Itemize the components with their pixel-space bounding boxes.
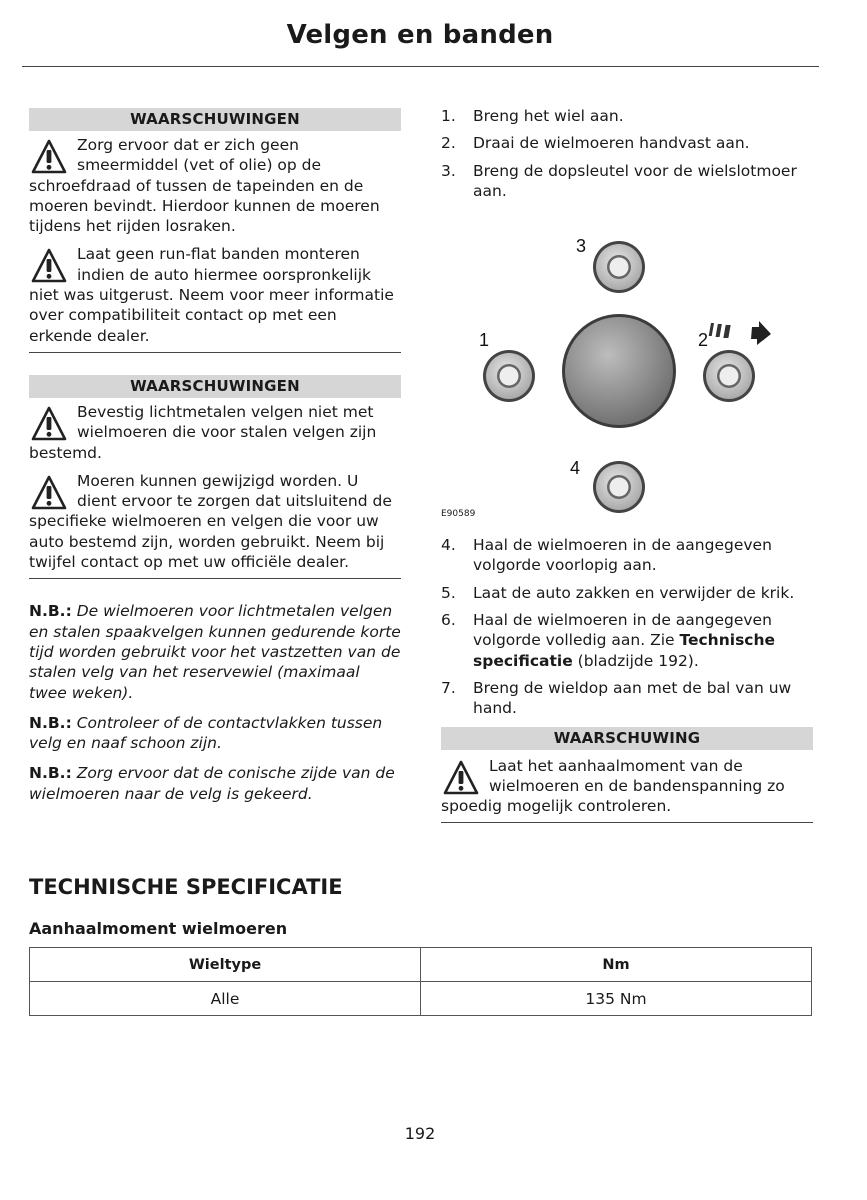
wheel-hub <box>562 314 676 428</box>
warning-item <box>29 402 401 463</box>
note <box>29 763 401 804</box>
warning-heading: WAARSCHUWINGEN <box>29 375 401 398</box>
step-text: Draai de wielmoeren handvast aan. <box>473 134 750 153</box>
list-item <box>441 678 813 719</box>
step-text: Breng de wieldop aan met de bal van uw hand. <box>473 678 792 718</box>
sub-title: Aanhaalmoment wielmoeren <box>29 919 288 938</box>
warning-item <box>29 471 401 572</box>
section-title: TECHNISCHE SPECIFICATIE <box>29 875 343 899</box>
table-header-row <box>30 948 812 982</box>
warning-heading: WAARSCHUWING <box>441 727 813 750</box>
table-cell: 135 Nm <box>421 982 812 1016</box>
step-text: Breng de dopsleutel voor de wielslotmoer aan. <box>473 161 797 200</box>
step-text: Laat de auto zakken en verwijder de krik. <box>473 583 795 602</box>
step-number: 3. <box>441 161 456 180</box>
warning-heading: WAARSCHUWINGEN <box>29 108 401 131</box>
note-text: Zorg ervoor dat de conische zijde van de wielmoeren naar de velg is gekeerd. <box>29 764 395 803</box>
wheel-nut <box>593 241 645 293</box>
warning-text: Moeren kunnen gewijzigd worden. U dient ervoor te zorgen dat uitsluitend de specifieke wielmoeren en velgen die voor uw auto bestemd zijn, worden gebruikt. Neem bij twijfel contact op met uw officiële dealer. <box>29 471 392 572</box>
title-divider <box>22 66 819 67</box>
wheel-diagram <box>441 221 813 521</box>
warning-text: Laat het aanhaalmoment van de wielmoeren en de bandenspanning zo spoedig mogelijk controleren. <box>441 756 785 816</box>
left-column <box>29 108 401 804</box>
right-column <box>441 106 813 823</box>
note-label: N.B.: <box>29 713 72 732</box>
step-text <box>473 610 813 671</box>
wheel-nut <box>593 461 645 513</box>
warning-text: Bevestig lichtmetalen velgen niet met wielmoeren die voor stalen velgen zijn bestemd. <box>29 402 377 462</box>
note-text: Controleer of de contactvlakken tussen velg en naaf schoon zijn. <box>29 713 383 753</box>
steps-list <box>441 106 813 201</box>
page-number: 192 <box>404 1124 436 1143</box>
list-item <box>441 583 813 603</box>
note <box>29 601 401 702</box>
warning-triangle-icon <box>443 760 479 796</box>
warning-item <box>29 135 401 236</box>
steps-list <box>441 535 813 718</box>
block-divider <box>29 352 401 353</box>
page-title: Velgen en banden <box>286 20 554 50</box>
table-header: Nm <box>421 948 812 982</box>
wheel-nut-sequence-figure <box>441 221 813 521</box>
step-text-part: (bladzijde 192). <box>572 651 699 670</box>
block-divider <box>29 578 401 579</box>
figure-label: 2 <box>698 330 709 351</box>
wheel-nut <box>703 350 755 402</box>
table-row <box>30 982 812 1016</box>
warning-triangle-icon <box>31 139 67 175</box>
note-label: N.B.: <box>29 764 72 783</box>
list-item <box>441 161 813 202</box>
step-number: 1. <box>441 107 456 125</box>
cross-reference-link[interactable]: Technische specificatie <box>473 631 776 670</box>
figure-label: 3 <box>576 236 587 257</box>
warning-item <box>29 244 401 345</box>
torque-table <box>29 947 812 1016</box>
step-number: 2. <box>441 134 456 153</box>
step-text-part: Haal de wielmoeren in de aangegeven volgorde volledig aan. Zie <box>473 611 772 650</box>
list-item <box>441 535 813 576</box>
figure-label: 4 <box>570 458 581 479</box>
warning-text: Zorg ervoor dat er zich geen smeermiddel (vet of olie) op de schroefdraad of tussen de tapeinden en de moeren bevindt. Hierdoor kunnen de moeren tijdens het rijden losraken. <box>29 136 380 236</box>
list-item <box>441 106 813 126</box>
list-item <box>441 133 813 153</box>
warning-triangle-icon <box>31 248 67 284</box>
warning-triangle-icon <box>31 475 67 511</box>
wheel-nut <box>483 350 535 402</box>
note-label: N.B.: <box>29 602 72 621</box>
warning-item <box>441 756 813 817</box>
list-item <box>441 610 813 671</box>
step-number: 6. <box>441 611 456 630</box>
rotation-arrow-icon <box>709 321 771 345</box>
note-text: De wielmoeren voor lichtmetalen velgen en stalen spaakvelgen kunnen gedurende korte tijd worden gebruikt voor het vastzetten van de stalen velg van het reservewiel (maximaal twee weken). <box>29 602 401 702</box>
block-divider <box>441 822 813 823</box>
warning-text: Laat geen run-flat banden monteren indien de auto hiermee oorspronkelijk niet was uitgerust. Neem voor meer informatie over compatibiliteit contact op met een erkende dealer. <box>29 245 394 345</box>
warning-triangle-icon <box>31 406 67 442</box>
table-header: Wieltype <box>30 948 421 982</box>
step-text: Haal de wielmoeren in de aangegeven volgorde voorlopig aan. <box>473 536 772 575</box>
figure-label: 1 <box>479 330 490 351</box>
step-number: 5. <box>441 583 456 602</box>
step-number: 7. <box>441 678 456 697</box>
note <box>29 713 401 754</box>
table-cell: Alle <box>30 982 421 1016</box>
step-text: Breng het wiel aan. <box>473 107 624 125</box>
step-number: 4. <box>441 536 456 555</box>
figure-code: E90589 <box>441 509 476 520</box>
